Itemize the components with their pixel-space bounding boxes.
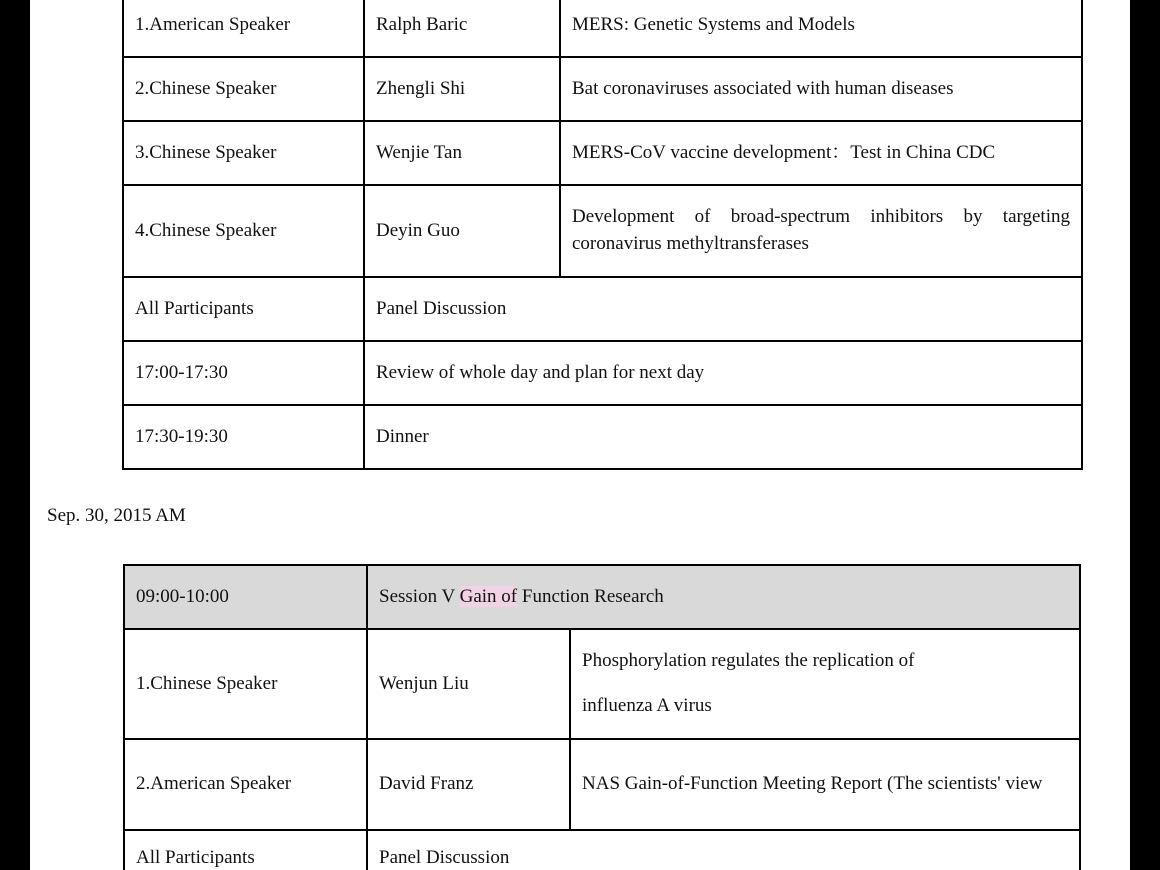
speaker-name: Deyin Guo xyxy=(364,185,560,277)
table-row xyxy=(123,341,1082,405)
table-row xyxy=(124,629,1080,739)
talk-topic: MERS-CoV vaccine development：Test in China CDC xyxy=(560,121,1082,185)
panel-activity: Panel Discussion xyxy=(364,277,1082,341)
table-row xyxy=(124,739,1080,830)
session-header-row xyxy=(124,565,1080,629)
speaker-name: Wenjun Liu xyxy=(367,629,570,739)
talk-topic xyxy=(570,629,1080,739)
speaker-name: David Franz xyxy=(367,739,570,830)
table-row xyxy=(123,57,1082,121)
time-slot: 17:30-19:30 xyxy=(123,405,364,469)
speaker-name: Wenjie Tan xyxy=(364,121,560,185)
session-title-suffix: Function Research xyxy=(517,585,664,607)
table-row xyxy=(123,405,1082,469)
speaker-role: 2.Chinese Speaker xyxy=(123,57,364,121)
slot-activity: Review of whole day and plan for next day xyxy=(364,341,1082,405)
table-row xyxy=(123,121,1082,185)
session-title xyxy=(367,565,1080,629)
table-row xyxy=(123,0,1082,57)
table-row xyxy=(123,185,1082,277)
time-slot: 09:00-10:00 xyxy=(124,565,367,629)
talk-topic-line: Phosphorylation regulates the replication of xyxy=(582,650,915,672)
time-slot: 17:00-17:30 xyxy=(123,341,364,405)
speaker-role: 1.Chinese Speaker xyxy=(124,629,367,739)
talk-topic: MERS: Genetic Systems and Models xyxy=(560,0,1082,57)
talk-topic-line: influenza A virus xyxy=(582,695,712,716)
document-page xyxy=(30,0,1130,870)
table-row xyxy=(124,830,1080,870)
panel-activity: Panel Discussion xyxy=(367,830,1080,870)
speaker-name: Zhengli Shi xyxy=(364,57,560,121)
date-heading: Sep. 30, 2015 AM xyxy=(47,505,186,526)
talk-topic: Bat coronaviruses associated with human diseases xyxy=(560,57,1082,121)
agenda-table-day2 xyxy=(123,564,1081,870)
panel-role: All Participants xyxy=(123,277,364,341)
talk-topic: NAS Gain-of-Function Meeting Report (The scientists' view xyxy=(570,739,1080,830)
speaker-role: 2.American Speaker xyxy=(124,739,367,830)
speaker-role: 3.Chinese Speaker xyxy=(123,121,364,185)
table-row xyxy=(123,277,1082,341)
speaker-role: 1.American Speaker xyxy=(123,0,364,57)
panel-role: All Participants xyxy=(124,830,367,870)
highlighted-text: Gain of xyxy=(459,585,518,607)
slot-activity: Dinner xyxy=(364,405,1082,469)
agenda-table-day1 xyxy=(122,0,1083,470)
speaker-role: 4.Chinese Speaker xyxy=(123,185,364,277)
session-title-prefix: Session V xyxy=(379,585,460,607)
speaker-name: Ralph Baric xyxy=(364,0,560,57)
talk-topic: Development of broad-spectrum inhibitors by targeting coronavirus methyltransferases xyxy=(560,185,1082,277)
